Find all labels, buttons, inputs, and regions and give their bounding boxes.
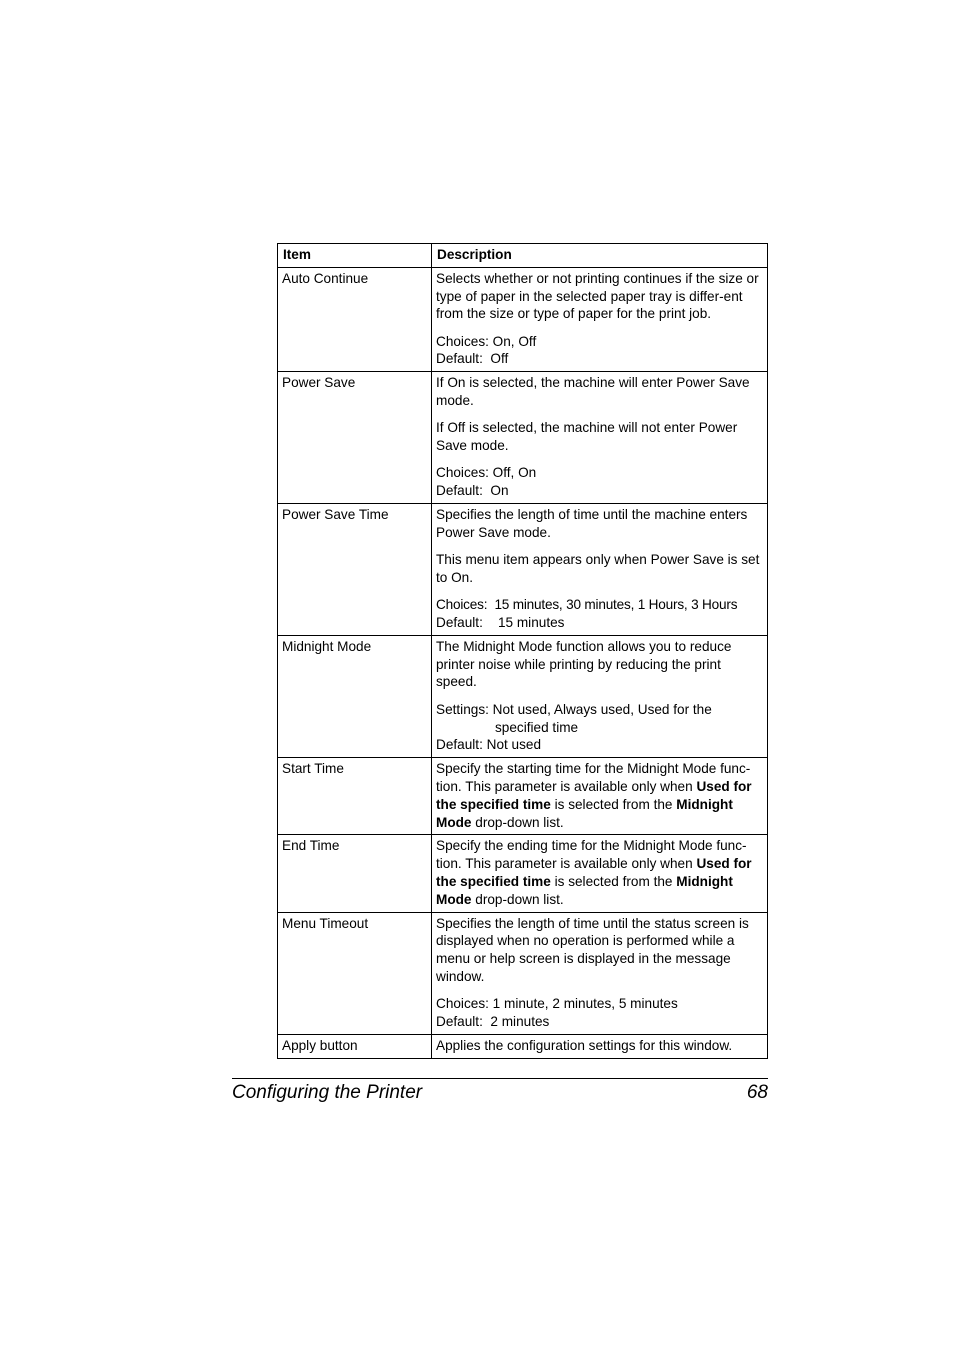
item-description [432, 758, 768, 835]
settings-block [436, 701, 763, 754]
text-run: drop-down list. [471, 814, 564, 830]
table-row [278, 267, 768, 371]
table-row [278, 912, 768, 1034]
description-text: Specifies the length of time until the status screen is displayed when no operation is performed while a menu or help screen is displayed in the message window. [436, 915, 749, 984]
choices-block [436, 333, 763, 369]
item-name: Power Save Time [278, 504, 432, 636]
item-description [432, 1034, 768, 1058]
description-text: Applies the configuration settings for this window. [436, 1037, 733, 1053]
table-row [278, 835, 768, 912]
bold-term: Used for the specified time [436, 856, 752, 889]
default-text: Default: On [436, 483, 509, 499]
description-text [436, 837, 763, 908]
item-name: Auto Continue [278, 267, 432, 371]
item-name: Apply button [278, 1034, 432, 1058]
item-description [432, 504, 768, 636]
description-text [436, 760, 763, 831]
description-text: Specifies the length of time until the machine enters Power Save mode. [436, 507, 748, 540]
settings-text: Settings: Not used, Always used, Used for the [436, 701, 712, 717]
text-run: is selected from the [550, 873, 677, 889]
choices-block [436, 596, 763, 632]
text-run: Specify the starting time for the Midnight Mode func-tion. This parameter is available only when [436, 761, 751, 794]
default-text: Default: Off [436, 351, 509, 367]
item-name: End Time [278, 835, 432, 912]
default-text: Default: Not used [436, 737, 542, 753]
item-name: Midnight Mode [278, 635, 432, 757]
bold-term: Used for the specified time [436, 778, 752, 812]
table-row [278, 1034, 768, 1058]
settings-text-continued: specified time [495, 719, 579, 735]
table-row [278, 372, 768, 504]
description-text: If On is selected, the machine will enter Power Save mode. [436, 375, 750, 409]
table-row [278, 758, 768, 835]
description-text: The Midnight Mode function allows you to reduce printer noise while printing by reducing the print speed. [436, 638, 732, 690]
description-text: Selects whether or not printing continues if the size or type of paper in the selected paper tray is differ-ent from the size or type of paper for the print job. [436, 270, 759, 322]
table-header-row [278, 244, 768, 268]
table-row [278, 504, 768, 636]
description-text: This menu item appears only when Power Save is set to On. [436, 552, 760, 585]
default-text: Default: 15 minutes [436, 615, 565, 631]
text-run: is selected from the [550, 796, 677, 812]
item-name: Start Time [278, 758, 432, 835]
item-description [432, 635, 768, 757]
table-row [278, 635, 768, 757]
description-text: If Off is selected, the machine will not enter Power Save mode. [436, 420, 738, 454]
item-name: Power Save [278, 372, 432, 504]
default-text: Default: 2 minutes [436, 1013, 550, 1029]
column-header-item: Item [278, 244, 432, 268]
bold-term: Midnight Mode [436, 796, 733, 830]
choices-block [436, 995, 763, 1031]
bold-term: Midnight Mode [436, 873, 733, 907]
footer-divider [232, 1078, 768, 1079]
choices-block [436, 464, 763, 500]
item-description [432, 372, 768, 504]
footer-section-title: Configuring the Printer [232, 1082, 423, 1103]
item-description [432, 912, 768, 1034]
column-header-description: Description [432, 244, 768, 268]
item-description [432, 267, 768, 371]
choices-text: Choices: Off, On [436, 465, 537, 481]
item-name: Menu Timeout [278, 912, 432, 1034]
choices-text: Choices: 15 minutes, 30 minutes, 1 Hours, 3 Hours [436, 597, 738, 613]
text-run: drop-down list. [471, 891, 564, 907]
text-run: Specify the ending time for the Midnight Mode func-tion. This parameter is available only when [436, 838, 747, 872]
choices-text: Choices: 1 minute, 2 minutes, 5 minutes [436, 996, 678, 1012]
page-number: 68 [746, 1082, 768, 1103]
settings-table [277, 243, 768, 1059]
choices-text: Choices: On, Off [436, 333, 537, 349]
item-description [432, 835, 768, 912]
